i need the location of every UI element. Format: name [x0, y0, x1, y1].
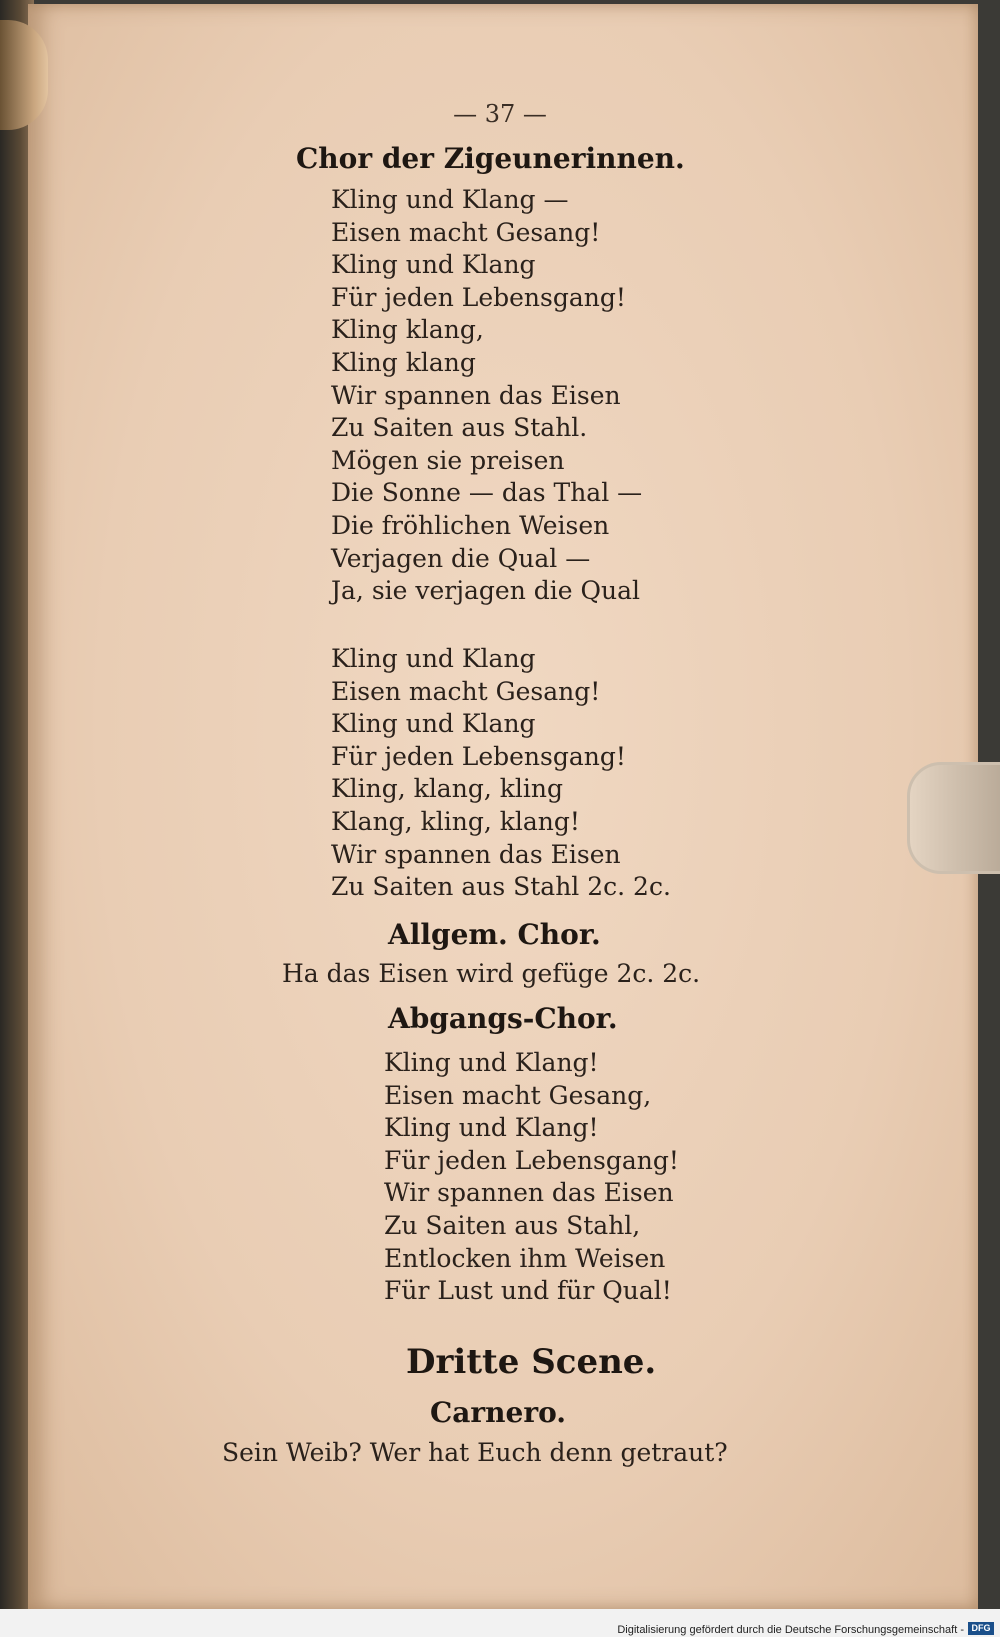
- stanza-1: [331, 184, 642, 608]
- verse-line: Ja, sie verjagen die Qual: [331, 576, 640, 606]
- verse-line: Kling und Klang!: [384, 1048, 599, 1077]
- verse-line: Klang, kling, klang!: [331, 806, 580, 836]
- verse-line: Wir spannen das Eisen: [331, 839, 621, 869]
- verse-line: Für jeden Lebensgang!: [384, 1145, 679, 1175]
- verse-line: Zu Saiten aus Stahl 2c. 2c.: [331, 872, 671, 902]
- verse-line: Entlocken ihm Weisen: [384, 1243, 666, 1273]
- bookmark-clip: [907, 762, 1000, 874]
- verse-line: Mögen sie preisen: [331, 445, 565, 475]
- verse-line: Kling und Klang: [331, 250, 536, 280]
- allgem-chor-line: Ha das Eisen wird gefüge 2c. 2c.: [282, 959, 701, 988]
- dfg-logo: DFG: [968, 1622, 994, 1635]
- verse-line: Kling und Klang —: [331, 185, 569, 214]
- heading-chor-zigeunerinnen: Chor der Zigeunerinnen.: [296, 142, 685, 175]
- stanza-2: [331, 643, 671, 904]
- verse-line: Kling klang,: [331, 315, 484, 345]
- verse-line: Kling und Klang: [331, 644, 536, 673]
- heading-allgem-chor: Allgem. Chor.: [388, 918, 601, 951]
- stanza-abgang: [384, 1047, 679, 1308]
- verse-line: Wir spannen das Eisen: [331, 380, 621, 410]
- verse-line: Zu Saiten aus Stahl,: [384, 1210, 641, 1240]
- verse-line: Die fröhlichen Weisen: [331, 510, 610, 540]
- verse-line: Kling, klang, kling: [331, 774, 563, 804]
- verse-line: Kling und Klang!: [384, 1113, 599, 1143]
- verse-line: Kling klang: [331, 347, 476, 377]
- verse-line: Eisen macht Gesang,: [384, 1080, 652, 1110]
- verse-line: Die Sonne — das Thal —: [331, 478, 643, 508]
- verse-line: Eisen macht Gesang!: [331, 217, 601, 247]
- verse-line: Eisen macht Gesang!: [331, 676, 601, 706]
- footer-credit: Digitalisierung gefördert durch die Deutsche Forschungsgemeinschaft -: [617, 1624, 964, 1636]
- verse-line: Für jeden Lebensgang!: [331, 282, 626, 312]
- verse-line: Für Lust und für Qual!: [384, 1276, 672, 1306]
- speech-line: Sein Weib? Wer hat Euch denn getraut?: [222, 1438, 728, 1467]
- verse-line: Wir spannen das Eisen: [384, 1178, 674, 1208]
- verse-line: Für jeden Lebensgang!: [331, 741, 626, 771]
- speaker-name: Carnero.: [430, 1396, 567, 1429]
- verse-line: Zu Saiten aus Stahl.: [331, 413, 588, 443]
- heading-abgangs-chor: Abgangs-Chor.: [388, 1002, 618, 1035]
- scene-title: Dritte Scene.: [406, 1342, 657, 1382]
- page-number: — 37 —: [453, 100, 547, 128]
- verse-line: Verjagen die Qual —: [331, 543, 591, 573]
- verse-line: Kling und Klang: [331, 709, 536, 739]
